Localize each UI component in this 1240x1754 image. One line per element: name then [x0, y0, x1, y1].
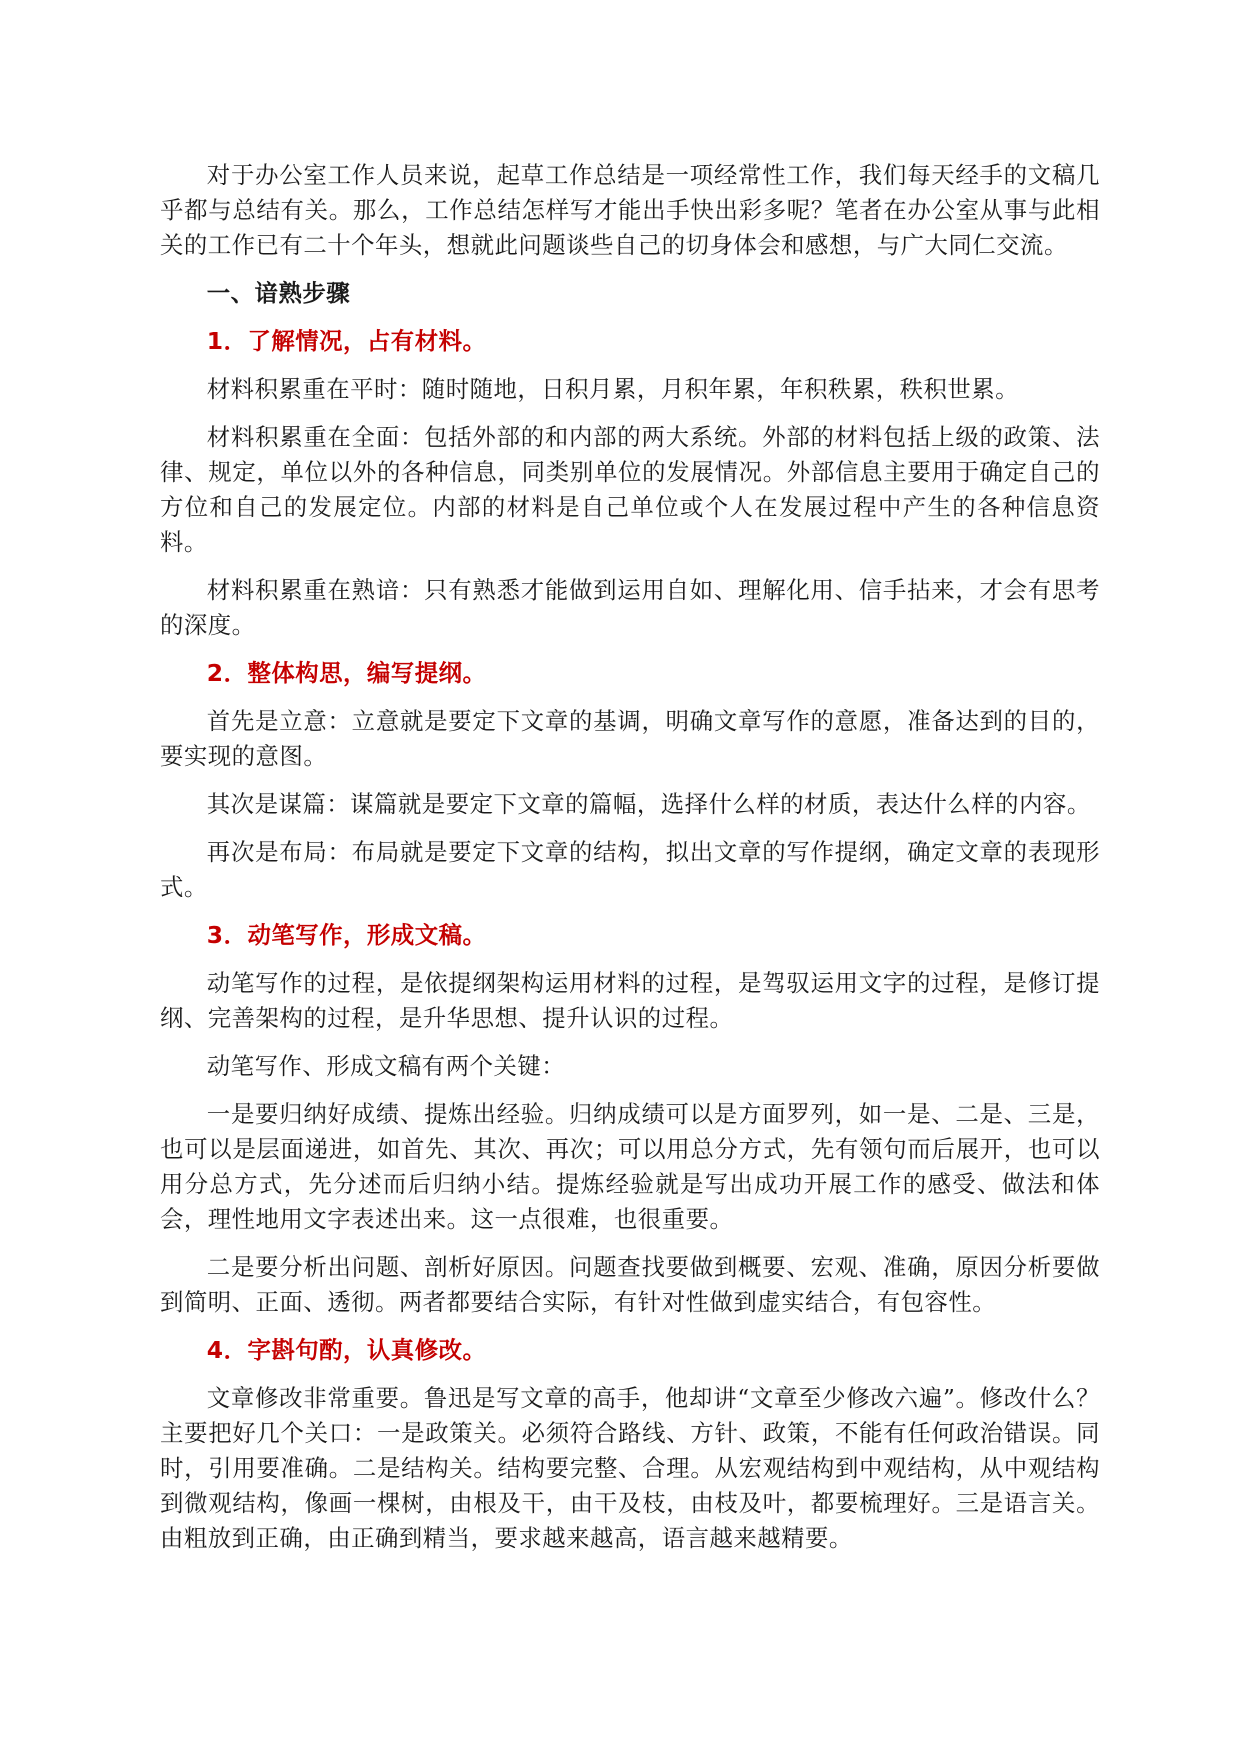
paragraph-10: 二是要分析出问题、剖析好原因。问题查找要做到概要、宏观、准确，原因分析要做到简明、正面、透彻。两者都要结合实际，有针对性做到虚实结合，有包容性。: [160, 1253, 1100, 1316]
subheading-3: 3．动笔写作，形成文稿。: [206, 921, 487, 949]
paragraph-2: 材料积累重在全面：包括外部的和内部的两大系统。外部的材料包括上级的政策、法律、规定，单位以外的各种信息，同类别单位的发展情况。外部信息主要用于确定自己的方位和自己的发展定位。内部的材料是自己单位或个人在发展过程中产生的各种信息资料。: [160, 423, 1100, 556]
paragraph-3: 材料积累重在熟谙：只有熟悉才能做到运用自如、理解化用、信手拈来，才会有思考的深度。: [160, 576, 1100, 639]
paragraph-6: 再次是布局：布局就是要定下文章的结构，拟出文章的写作提纲，确定文章的表现形式。: [160, 838, 1100, 901]
paragraph-8: 动笔写作、形成文稿有两个关键：: [206, 1052, 566, 1080]
subheading-4: 4．字斟句酌，认真修改。: [206, 1336, 487, 1364]
paragraph-4: 首先是立意：立意就是要定下文章的基调，明确文章写作的意愿，准备达到的目的，要实现的意图。: [160, 707, 1100, 770]
paragraph-7: 动笔写作的过程，是依提纲架构运用材料的过程，是驾驭运用文字的过程，是修订提纲、完善架构的过程，是升华思想、提升认识的过程。: [160, 969, 1100, 1032]
intro-paragraph: 对于办公室工作人员来说，起草工作总结是一项经常性工作，我们每天经手的文稿几乎都与总结有关。那么，工作总结怎样写才能出手快出彩多呢？笔者在办公室从事与此相关的工作已有二十个年头，想就此问题谈些自己的切身体会和感想，与广大同仁交流。: [160, 161, 1100, 259]
paragraph-9: 一是要归纳好成绩、提炼出经验。归纳成绩可以是方面罗列，如一是、二是、三是，也可以是层面递进，如首先、其次、再次；可以用总分方式，先有领句而后展开，也可以用分总方式，先分述而后归纳小结。提炼经验就是写出成功开展工作的感受、做法和体会，理性地用文字表述出来。这一点很难，也很重要。: [160, 1100, 1100, 1233]
subheading-1: 1．了解情况，占有材料。: [206, 327, 487, 355]
paragraph-1: 材料积累重在平时：随时随地，日积月累，月积年累，年积秩累，秩积世累。: [206, 375, 1020, 403]
document-page: [160, 158, 1100, 1569]
subheading-2: 2．整体构思，编写提纲。: [206, 659, 487, 687]
paragraph-11: 文章修改非常重要。鲁迅是写文章的高手，他却讲“文章至少修改六遍”。修改什么？主要把好几个关口：一是政策关。必须符合路线、方针、政策，不能有任何政治错误。同时，引用要准确。二是结构关。结构要完整、合理。从宏观结构到中观结构，从中观结构到微观结构，像画一棵树，由根及干，由干及枝，由枝及叶，都要梳理好。三是语言关。由粗放到正确，由正确到精当，要求越来越高，语言越来越精要。: [160, 1384, 1100, 1552]
section-title-1: 一、谙熟步骤: [206, 279, 351, 307]
paragraph-5: 其次是谋篇：谋篇就是要定下文章的篇幅，选择什么样的材质，表达什么样的内容。: [206, 790, 1091, 818]
